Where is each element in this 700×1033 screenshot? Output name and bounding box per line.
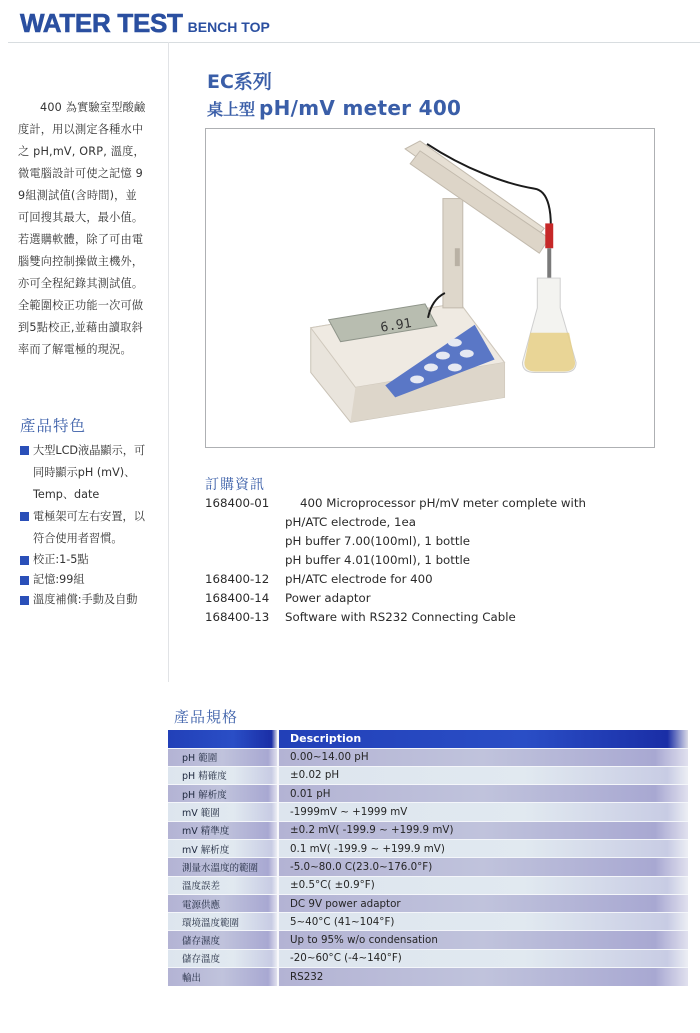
model-name: pH/mV meter 400 [259, 96, 462, 120]
product-series: EC系列 [207, 71, 272, 93]
order-code: 168400-01 [205, 496, 270, 510]
ph-meter-illustration-icon [206, 129, 654, 447]
model-type: 桌上型 [207, 100, 256, 119]
order-code: 168400-12 [205, 572, 270, 586]
feature-item: 溫度補償:手動及自動 [20, 590, 150, 610]
product-model [207, 96, 461, 120]
order-desc: 400 Microprocessor pH/mV meter complete with [300, 496, 586, 510]
table-row: 電源供應 DC 9V power adaptor [168, 894, 688, 912]
square-bullet-icon [20, 446, 29, 455]
order-item-cont [205, 513, 586, 532]
table-row: mV 精準度 ±0.2 mV( -199.9 ~ +199.9 mV) [168, 821, 688, 839]
feature-item: 校正:1-5點 [20, 550, 150, 570]
order-code: 168400-14 [205, 591, 270, 605]
column-divider [168, 42, 169, 682]
svg-text:6.91: 6.91 [379, 315, 413, 336]
specs-header-row [168, 730, 688, 748]
table-row: 溫度誤差 ±0.5°C( ±0.9°F) [168, 876, 688, 894]
order-item-cont [205, 532, 586, 551]
order-desc: Software with RS232 Connecting Cable [285, 610, 516, 624]
order-desc: pH buffer 7.00(100ml), 1 bottle [285, 534, 471, 548]
specs-header-description: Description [278, 730, 688, 748]
order-desc: pH buffer 4.01(100ml), 1 bottle [285, 553, 471, 567]
specs-table [168, 730, 688, 986]
table-row: 環境溫度範圍 5~40°C (41~104°F) [168, 913, 688, 931]
order-item [205, 589, 586, 608]
page-header [20, 8, 270, 39]
header-subtitle: BENCH TOP [187, 19, 270, 35]
table-row: 儲存溫度 -20~60°C (-4~140°F) [168, 949, 688, 967]
square-bullet-icon [20, 596, 29, 605]
intro-text: 400 為實驗室型酸鹼度計，用以測定各種水中之 pH,mV, ORP, 溫度，微電腦設計可使之記憶 99組測試值(含時間)，並可回搜其最大，最小值。若選購軟體，除了可由電腦雙向控制操做主機外，亦可全程紀錄其測試值。全範圍校正功能一次可做到5點校正,並藉由讀取斜率而了解電極的現況。 [18, 101, 146, 356]
table-row: 輸出 RS232 [168, 968, 688, 986]
order-code: 168400-13 [205, 610, 270, 624]
table-row: pH 解析度 0.01 pH [168, 785, 688, 803]
specs-title: 產品規格 [174, 708, 239, 726]
table-row: 測量水溫度的範圍 -5.0~80.0 C(23.0~176.0°F) [168, 858, 688, 876]
table-row: mV 解析度 0.1 mV( -199.9 ~ +199.9 mV) [168, 839, 688, 857]
order-item [205, 570, 586, 589]
header-divider [8, 42, 700, 43]
feature-item: 大型LCD液晶顯示，可同時顯示pH (mV)、Temp、date [20, 440, 150, 506]
order-item [205, 608, 586, 627]
table-row: 儲存濕度 Up to 95% w/o condensation [168, 931, 688, 949]
feature-item: 記憶:99組 [20, 570, 150, 590]
header-title: WATER TEST [20, 8, 183, 38]
table-row: mV 範圍 -1999mV ~ +1999 mV [168, 803, 688, 821]
product-photo [205, 128, 655, 448]
ordering-title: 訂購資訊 [205, 477, 265, 493]
square-bullet-icon [20, 576, 29, 585]
order-desc: pH/ATC electrode for 400 [285, 572, 433, 586]
features-title: 產品特色 [20, 417, 87, 435]
order-item [205, 494, 586, 513]
features-list [20, 440, 150, 610]
square-bullet-icon [20, 556, 29, 565]
order-desc: pH/ATC electrode, 1ea [285, 515, 416, 529]
specs-header-key [168, 730, 278, 748]
order-item-cont [205, 551, 586, 570]
order-desc: Power adaptor [285, 591, 371, 605]
feature-item: 電極架可左右安置，以符合使用者習慣。 [20, 506, 150, 550]
square-bullet-icon [20, 512, 29, 521]
table-row: pH 精確度 ±0.02 pH [168, 766, 688, 784]
table-row: pH 範圍 0.00~14.00 pH [168, 748, 688, 766]
intro-section [18, 97, 146, 361]
ordering-list [205, 494, 586, 627]
